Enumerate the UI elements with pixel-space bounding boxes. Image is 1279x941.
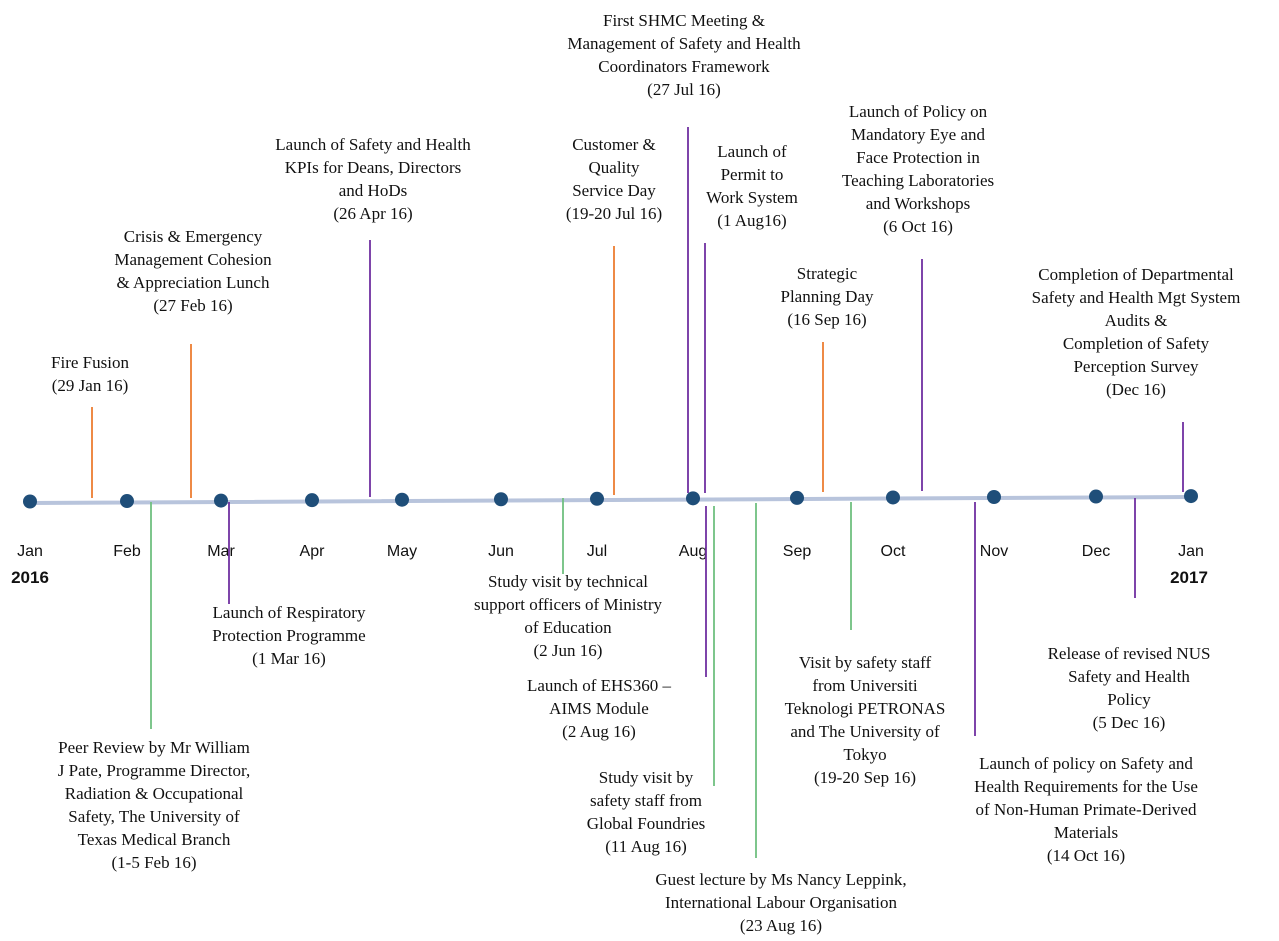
event-customer-quality	[566, 135, 662, 495]
event-label	[1032, 265, 1241, 399]
year-label-start: 2016	[11, 568, 49, 587]
event-first-shmc	[567, 11, 801, 493]
event-date: (27 Jul 16)	[647, 80, 721, 99]
month-label: Oct	[880, 543, 906, 560]
event-text-line: Texas Medical Branch	[77, 830, 231, 849]
event-text-line: Perception Survey	[1073, 357, 1199, 376]
event-label	[706, 142, 798, 230]
event-text-line: Protection Programme	[212, 626, 366, 645]
event-label	[780, 264, 874, 329]
event-text-line: Mandatory Eye and	[850, 125, 986, 144]
month-label: Jan	[17, 543, 43, 560]
timeline-axis	[30, 497, 1191, 503]
event-text-line: Quality	[588, 158, 640, 177]
month-marker	[305, 493, 319, 507]
event-text-line: Permit to	[720, 165, 784, 184]
event-date: (2 Jun 16)	[533, 641, 603, 660]
event-text-line: and Workshops	[865, 194, 971, 213]
event-text-line: Coordinators Framework	[598, 57, 770, 76]
event-label	[51, 353, 129, 395]
event-text-line: and The University of	[790, 722, 940, 741]
month-label: Jan	[1178, 543, 1204, 560]
event-text-line: Global Foundries	[586, 814, 706, 833]
event-text-line: Guest lecture by Ms Nancy Leppink,	[655, 870, 907, 889]
event-text-line: Launch of Policy on	[848, 102, 988, 121]
event-label	[974, 754, 1198, 865]
event-label	[567, 11, 801, 99]
month-label: May	[386, 543, 418, 560]
event-nus-policy	[1048, 498, 1211, 732]
event-text-line: Crisis & Emergency	[123, 227, 263, 246]
month-label: Mar	[207, 543, 235, 560]
event-guest-lecture	[655, 503, 906, 935]
event-text-line: safety staff from	[589, 791, 703, 810]
event-text-line: KPIs for Deans, Directors	[284, 158, 462, 177]
event-moe-visit	[474, 498, 663, 660]
event-date: (1 Mar 16)	[252, 649, 326, 668]
event-fire-fusion	[51, 353, 129, 498]
event-safety-kpis	[275, 135, 471, 497]
event-date: (1 Aug16)	[717, 211, 787, 230]
month-marker	[120, 494, 134, 508]
month-label: Apr	[299, 543, 325, 560]
event-label	[58, 738, 250, 872]
event-text-line: Launch of Safety and Health	[275, 135, 471, 154]
event-text-line: Service Day	[572, 181, 656, 200]
event-respiratory	[212, 502, 366, 668]
event-text-line: Audits &	[1104, 311, 1168, 330]
event-text-line: Materials	[1053, 823, 1119, 842]
month-marker	[590, 492, 604, 506]
event-label	[527, 676, 672, 741]
event-text-line: Planning Day	[780, 287, 874, 306]
month-marker	[987, 490, 1001, 504]
event-text-line: of Non-Human Primate-Derived	[975, 800, 1197, 819]
event-text-line: First SHMC Meeting &	[603, 11, 765, 30]
event-text-line: Management of Safety and Health	[567, 34, 801, 53]
event-text-line: Customer &	[572, 135, 656, 154]
month-marker	[214, 494, 228, 508]
event-text-line: Completion of Departmental	[1038, 265, 1234, 284]
month-marker	[886, 490, 900, 504]
event-text-line: of Education	[524, 618, 612, 637]
month-label: Aug	[678, 543, 708, 560]
event-date: (2 Aug 16)	[562, 722, 636, 741]
event-text-line: Launch of Respiratory	[212, 603, 366, 622]
event-text-line: and HoDs	[338, 181, 408, 200]
event-text-line: Study visit by	[598, 768, 694, 787]
month-marker	[790, 491, 804, 505]
event-text-line: Safety, The University of	[68, 807, 240, 826]
event-date: (1-5 Feb 16)	[111, 853, 197, 872]
event-text-line: International Labour Organisation	[665, 893, 897, 912]
event-text-line: Safety and Health Mgt System	[1031, 288, 1241, 307]
event-text-line: Work System	[706, 188, 798, 207]
event-text-line: Teaching Laboratories	[841, 171, 995, 190]
month-label: Dec	[1081, 543, 1111, 560]
event-text-line: Management Cohesion	[114, 250, 272, 269]
event-label	[1048, 644, 1211, 732]
event-audits-survey	[1032, 265, 1241, 492]
event-text-line: from Universiti	[812, 676, 918, 695]
event-crisis-emergency	[114, 227, 272, 498]
event-date: (19-20 Sep 16)	[814, 768, 916, 787]
event-label	[587, 768, 706, 856]
event-date: (11 Aug 16)	[605, 837, 687, 856]
event-date: (14 Oct 16)	[1046, 846, 1126, 865]
event-text-line: Policy	[1107, 690, 1151, 709]
event-text-line: Strategic	[796, 264, 858, 283]
event-text-line: Release of revised NUS	[1047, 644, 1211, 663]
event-strategic-planning	[780, 264, 874, 492]
month-label: Feb	[113, 543, 141, 560]
event-text-line: Safety and Health	[1068, 667, 1190, 686]
event-label	[275, 135, 471, 223]
event-text-line: Launch of	[717, 142, 787, 161]
event-date: (29 Jan 16)	[51, 376, 129, 395]
event-date: (27 Feb 16)	[153, 296, 233, 315]
event-text-line: Study visit by technical	[487, 572, 649, 591]
event-label	[474, 572, 663, 660]
event-date: (23 Aug 16)	[739, 916, 823, 935]
month-marker	[1184, 489, 1198, 503]
event-label	[842, 102, 994, 236]
event-text-line: Completion of Safety	[1062, 334, 1210, 353]
month-label: Nov	[979, 543, 1009, 560]
event-label	[114, 227, 272, 315]
event-text-line: Teknologi PETRONAS	[784, 699, 946, 718]
month-label: Jun	[488, 543, 514, 560]
month-marker	[1089, 490, 1103, 504]
event-permit-to-work	[705, 142, 798, 493]
event-text-line: Health Requirements for the Use	[974, 777, 1198, 796]
event-text-line: Peer Review by Mr William	[58, 738, 250, 757]
event-date: (16 Sep 16)	[787, 310, 867, 329]
event-text-line: Radiation & Occupational	[64, 784, 244, 803]
event-text-line: & Appreciation Lunch	[116, 273, 270, 292]
event-label	[655, 870, 906, 935]
event-text-line: Launch of EHS360 –	[526, 676, 672, 695]
year-label-end: 2017	[1170, 568, 1208, 587]
month-marker	[395, 493, 409, 507]
event-date: (Dec 16)	[1106, 380, 1166, 399]
event-date: (5 Dec 16)	[1092, 713, 1166, 732]
event-text-line: Launch of policy on Safety and	[979, 754, 1193, 773]
event-text-line: Visit by safety staff	[798, 653, 932, 672]
event-label	[566, 135, 662, 223]
event-text-line: AIMS Module	[549, 699, 649, 718]
month-label: Sep	[782, 543, 812, 560]
month-label: Jul	[586, 543, 608, 560]
event-label	[785, 653, 946, 787]
event-label	[212, 603, 366, 668]
month-marker	[494, 492, 508, 506]
month-marker	[686, 491, 700, 505]
event-text-line: Tokyo	[843, 745, 887, 764]
event-text-line: support officers of Ministry	[473, 595, 663, 614]
event-text-line: Face Protection in	[856, 148, 980, 167]
event-date: (6 Oct 16)	[883, 217, 953, 236]
event-text-line: Fire Fusion	[51, 353, 129, 372]
month-marker	[23, 495, 37, 509]
event-text-line: J Pate, Programme Director,	[57, 761, 251, 780]
event-date: (26 Apr 16)	[333, 204, 413, 223]
event-date: (19-20 Jul 16)	[565, 204, 663, 223]
